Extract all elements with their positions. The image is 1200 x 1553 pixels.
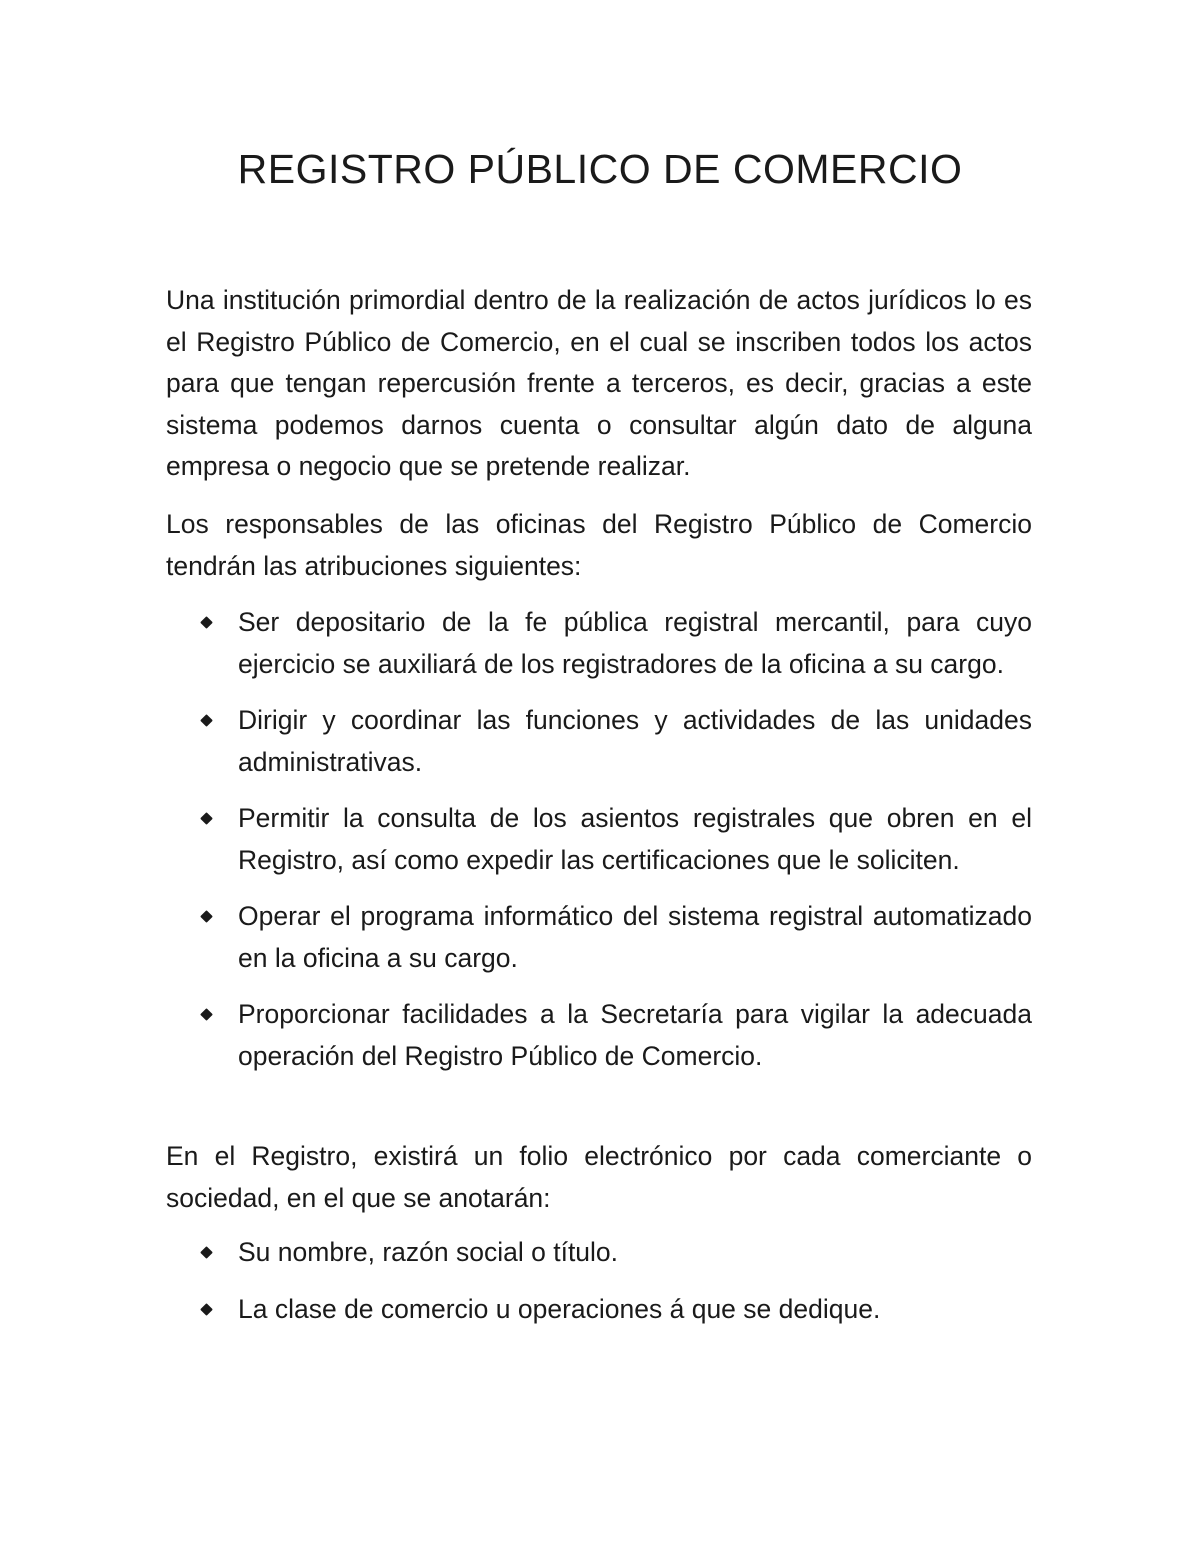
bullet-icon [200,1008,213,1021]
list-item [166,700,1032,783]
bullet-icon [200,812,213,825]
entries-list [166,1232,1032,1345]
list-item-text: Dirigir y coordinar las funciones y actividades de las unidades administrativas. [238,705,1032,777]
list-item-text: La clase de comercio u operaciones á que se dedique. [238,1293,881,1324]
list-item-text: Ser depositario de la fe pública registral mercantil, para cuyo ejercicio se auxiliará de los registradores de la oficina a su cargo. [238,607,1032,679]
list-item-text: Permitir la consulta de los asientos registrales que obren en el Registro, así como expedir las certificaciones que le soliciten. [238,803,1032,875]
list-item [166,602,1032,685]
list-item-text: Proporcionar facilidades a la Secretaría para vigilar la adecuada operación del Registro Público de Comercio. [238,999,1032,1071]
attributions-list [166,602,1032,1092]
page-title: REGISTRO PÚBLICO DE COMERCIO [237,146,963,192]
bullet-icon [200,714,213,727]
bullet-icon [200,616,213,629]
list-item-text: Operar el programa informático del sistema registral automatizado en la oficina a su cargo. [238,901,1032,973]
list-item [166,798,1032,881]
list-item [166,1232,1032,1274]
folio-paragraph: En el Registro, existirá un folio electrónico por cada comerciante o sociedad, en el que se anotarán: [166,1141,1032,1213]
intro-paragraph: Una institución primordial dentro de la realización de actos jurídicos lo es el Registro Público de Comercio, en el cual se inscriben todos los actos para que tengan repercusión frente a terceros, es decir, gracias a este sistema podemos darnos cuenta o consultar algún dato de alguna empresa o negocio que se pretende realizar. [166,285,1032,481]
list-item [166,994,1032,1077]
bullet-icon [200,1246,213,1259]
bullet-icon [200,1303,213,1316]
list-item-text: Su nombre, razón social o título. [238,1237,619,1267]
bullet-icon [200,910,213,923]
list-item [166,896,1032,979]
attributions-intro-paragraph: Los responsables de las oficinas del Registro Público de Comercio tendrán las atribuciones siguientes: [166,509,1032,581]
list-item [166,1289,1032,1331]
